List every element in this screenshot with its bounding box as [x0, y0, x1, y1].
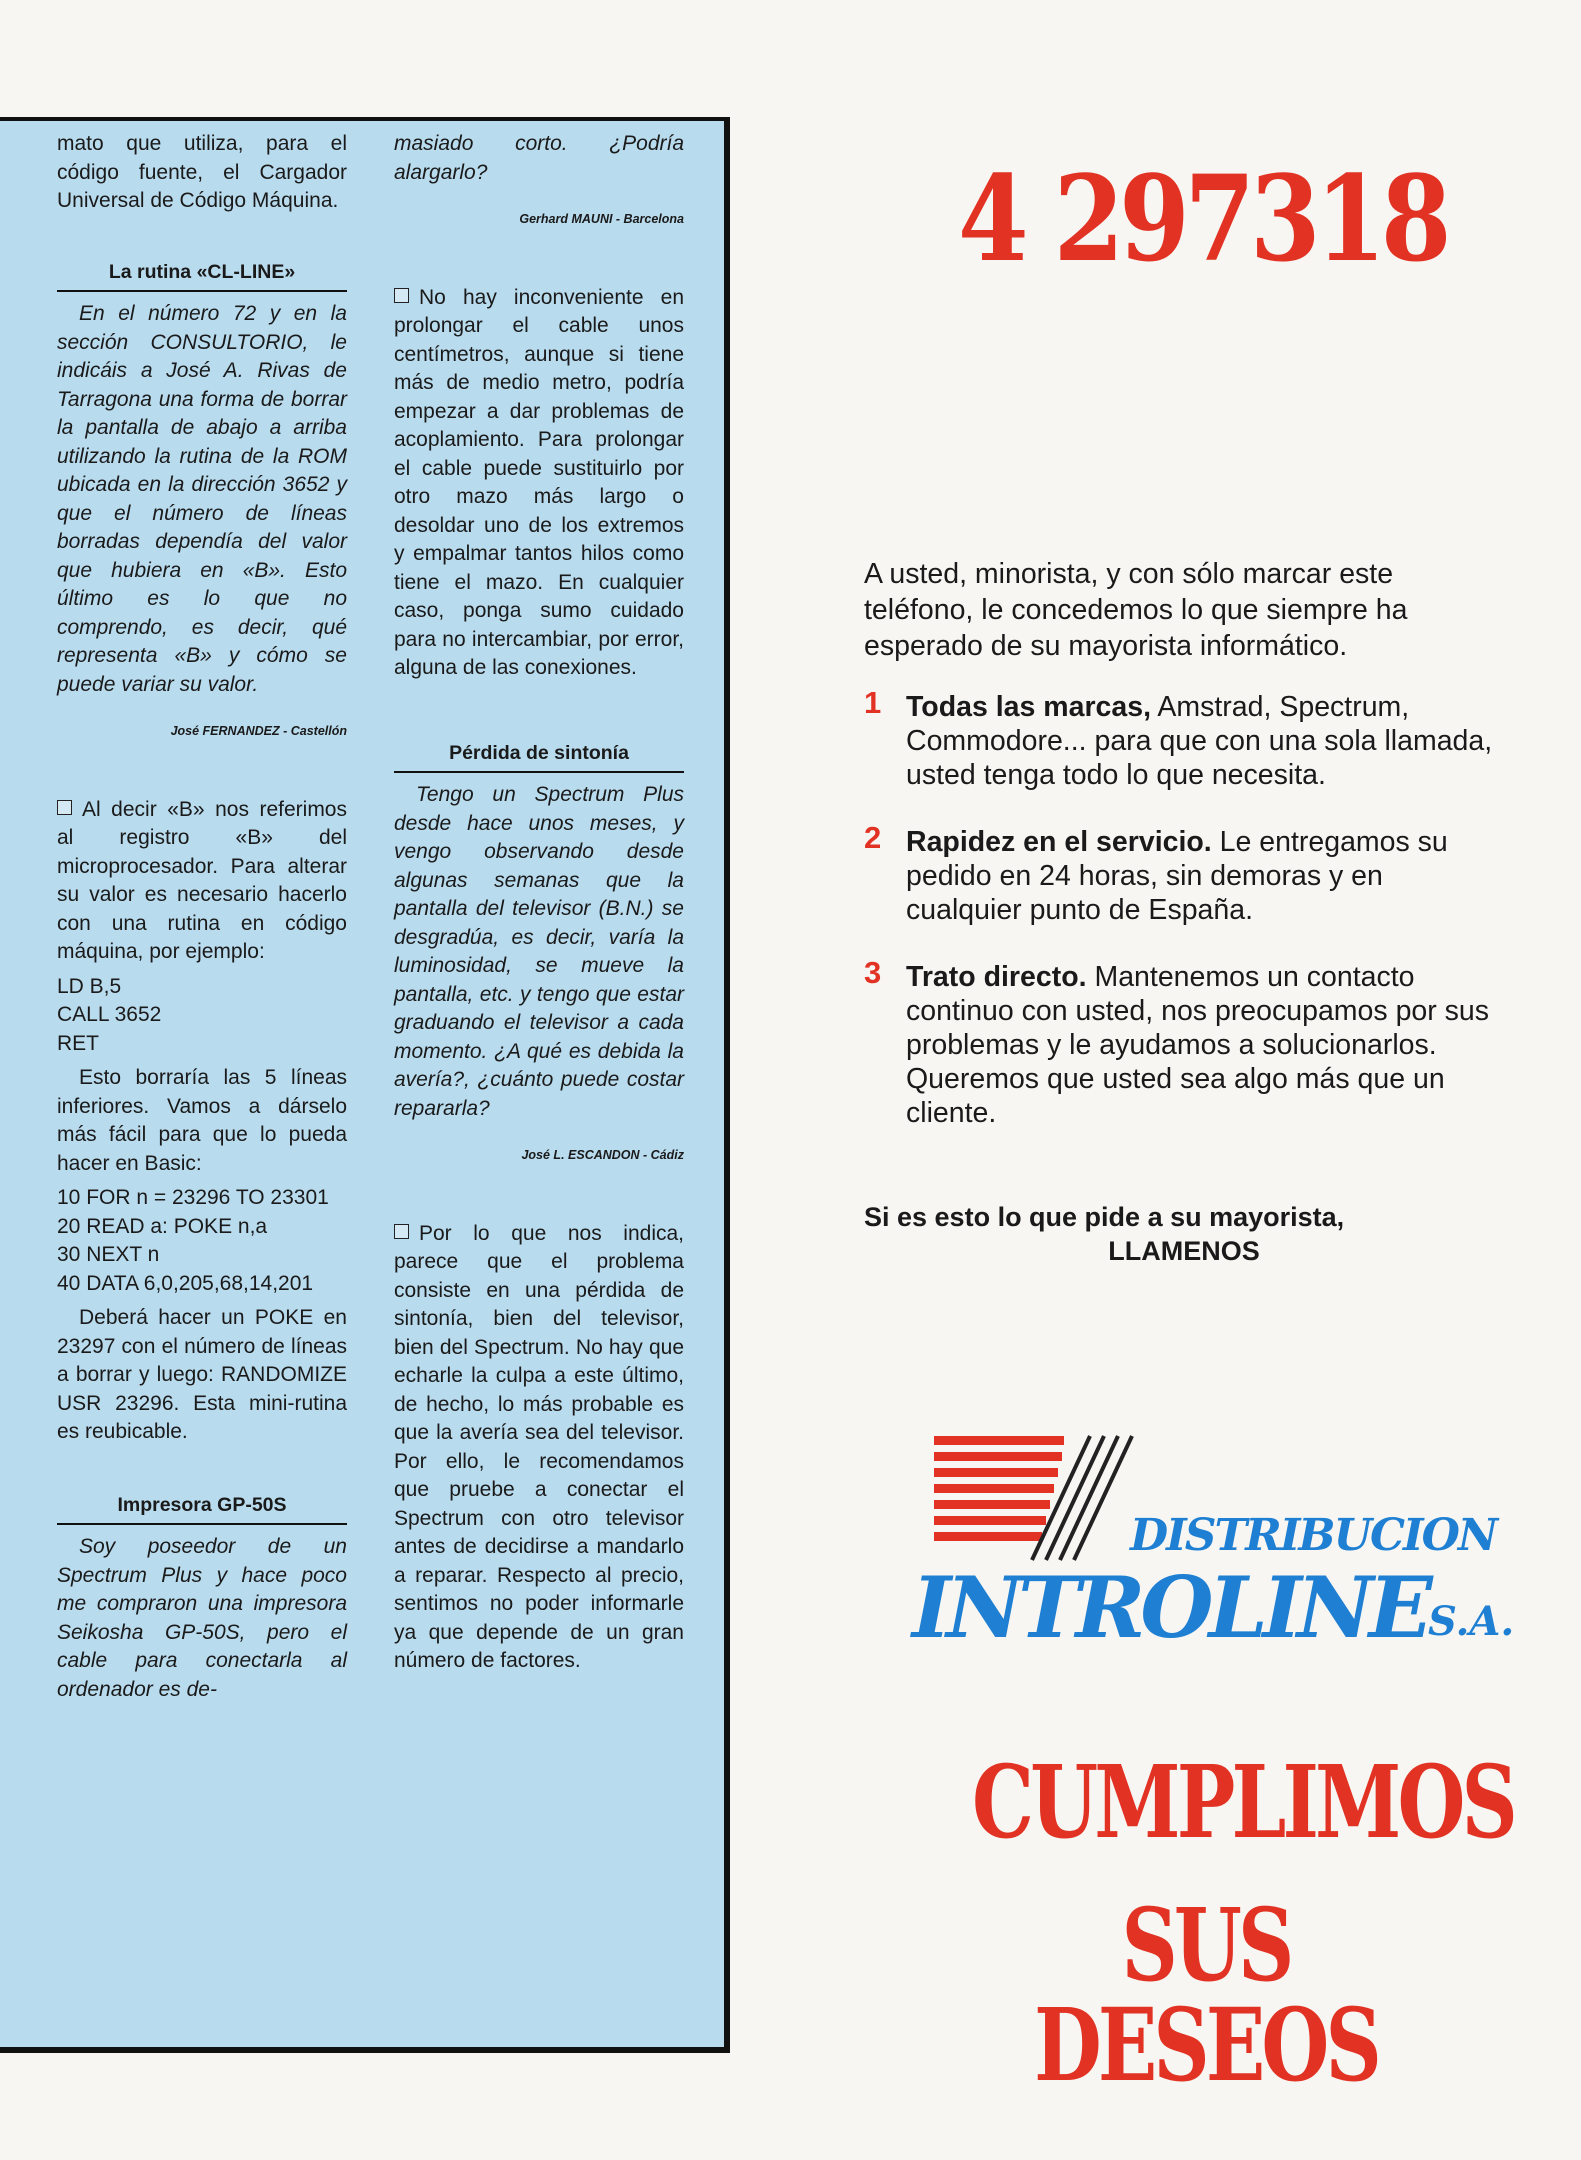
- point-text: Mantenemos un contacto continuo con usted, nos preocupamos por sus problemas y le ayudamos a solucionarlos. Queremos que usted sea algo más que un cliente.: [906, 961, 1490, 1129]
- section-title-printer: Impresora GP-50S: [57, 1491, 347, 1526]
- answer-paragraph: Deberá hacer un POKE en 23297 con el número de líneas a borrar y luego: RANDOMIZE USR 23296. Esta mini-rutina es reubicable.: [57, 1306, 347, 1443]
- letters-column-2: [394, 130, 684, 1676]
- code-line: 40 DATA 6,0,205,68,14,201: [57, 1271, 314, 1295]
- reader-question-printer: Soy poseedor de un Spectrum Plus y hace poco me compraron una impresora Seikosha GP-50S, pero el cable para conectarla al ordenador es de-: [57, 1535, 347, 1701]
- reader-signature: José L. ESCANDON - Cádiz: [521, 1148, 684, 1162]
- answer-paragraph: Por lo que nos indica, parece que el problema consiste en una pérdida de sintonía, bien del televisor, bien del Spectrum. No hay que echarle la culpa a este último, de hecho, lo más probable es que la avería sea del televisor. Por ello, le recomendamos que pruebe a conectar el Spectrum con otro televisor antes de decidirse a mandarlo a reparar. Respecto al precio, sentimos no poder informarle ya que depende de un gran número de factores.: [394, 1221, 684, 1672]
- letters-column-1: [57, 130, 347, 1704]
- point-heading: Todas las marcas,: [906, 691, 1152, 723]
- ad-point: [864, 685, 1504, 792]
- code-block-basic: [57, 1184, 347, 1298]
- answer-paragraph: No hay inconveniente en prolongar el cable unos centímetros, aunque si tiene más de medio metro, podría empezar a dar problemas de acoplamiento. Para prolongar el cable puede sustituirlo por otro mazo más largo o desoldar uno de los extremos y empalmar tantos hilos como tiene el mazo. En cualquier caso, ponga sumo cuidado para no intercambiar, por error, alguna de las conexiones.: [394, 285, 684, 679]
- logo-introline: INTROLINE: [912, 1558, 1428, 1657]
- code-line: LD B,5: [57, 974, 122, 998]
- slogan-line-2: SUS DESEOS: [1034, 1886, 1378, 2104]
- answer-paragraph: Esto borraría las 5 líneas inferiores. Vamos a dárselo más fácil para que lo pueda hacer en Basic:: [57, 1066, 347, 1175]
- point-number: 1: [864, 685, 882, 720]
- point-number: 3: [864, 955, 882, 990]
- closing-call: LLAMENOS: [1108, 1236, 1260, 1266]
- ad-closing: [864, 1200, 1504, 1268]
- slogan-line-1: CUMPLIMOS: [972, 1743, 1514, 1861]
- reader-question-sintonia: Tengo un Spectrum Plus desde hace unos meses, y vengo observando desde algunas semanas que la pantalla del televisor (B.N.) se desgradúa, es decir, varía la luminosidad, se mueve la pantalla, etc. y tengo que estar graduando el televisor a cada momento. ¿A qué es debida la avería?, ¿cuánto puede costar repararla?: [394, 783, 684, 1120]
- code-line: RET: [57, 1031, 99, 1055]
- introline-logo: [908, 1426, 1518, 1676]
- answer-paragraph: Al decir «B» nos referimos al registro «B» del microprocesador. Para alterar su valor es necesario hacerlo con una rutina en código máquina, por ejemplo:: [57, 797, 347, 963]
- point-text: Amstrad, Spectrum, Commodore... para que con una sola llamada, usted tenga todo lo que necesita.: [906, 691, 1493, 791]
- reader-question-cl-line: En el número 72 y en la sección CONSULTORIO, le indicáis a José A. Rivas de Tarragona una forma de borrar la pantalla de abajo a arriba utilizando la rutina de la ROM ubicada en la dirección 3652 y que el número de líneas borradas dependía del valor que hubiera en «B». Esto último es lo que no comprendo, es decir, qué representa «B» y cómo se puede variar su valor.: [57, 302, 347, 696]
- answer-box-icon: [394, 288, 409, 303]
- point-text: Le entregamos su pedido en 24 horas, sin demoras y en cualquier punto de España.: [906, 826, 1448, 926]
- point-heading: Trato directo.: [906, 961, 1087, 993]
- reader-signature: Gerhard MAUNI - Barcelona: [519, 212, 684, 226]
- point-number: 2: [864, 820, 882, 855]
- ad-point: [864, 820, 1504, 927]
- reader-signature: José FERNANDEZ - Castellón: [170, 724, 347, 738]
- ad-intro: A usted, minorista, y con sólo marcar este teléfono, le concedemos lo que siempre ha esperado de su mayorista informático.: [864, 558, 1408, 662]
- code-line: 10 FOR n = 23296 TO 23301: [57, 1186, 329, 1209]
- ad-point: [864, 955, 1504, 1130]
- logo-distribucion: DISTRIBUCION: [1130, 1510, 1497, 1561]
- code-line: CALL 3652: [57, 1003, 162, 1026]
- answer-box-icon: [394, 1224, 409, 1239]
- point-heading: Rapidez en el servicio.: [906, 826, 1212, 858]
- code-line: 20 READ a: POKE n,a: [57, 1214, 268, 1238]
- code-line: 30 NEXT n: [57, 1243, 160, 1266]
- closing-line: Si es esto lo que pide a su mayorista,: [864, 1202, 1345, 1232]
- answer-box-icon: [57, 800, 72, 815]
- logo-sa: S.A.: [1428, 1598, 1515, 1645]
- column1-opening: mato que utiliza, para el código fuente, el Cargador Universal de Código Máquina.: [57, 132, 347, 212]
- ad-points: [864, 685, 1504, 1163]
- section-title-cl-line: La rutina «CL-LINE»: [57, 258, 347, 293]
- question-continued: masiado corto. ¿Podría alargarlo?: [394, 132, 684, 184]
- section-title-sintonia: Pérdida de sintonía: [394, 739, 684, 774]
- phone-number: 4 297318: [958, 149, 1447, 288]
- code-block-asm: [57, 973, 347, 1059]
